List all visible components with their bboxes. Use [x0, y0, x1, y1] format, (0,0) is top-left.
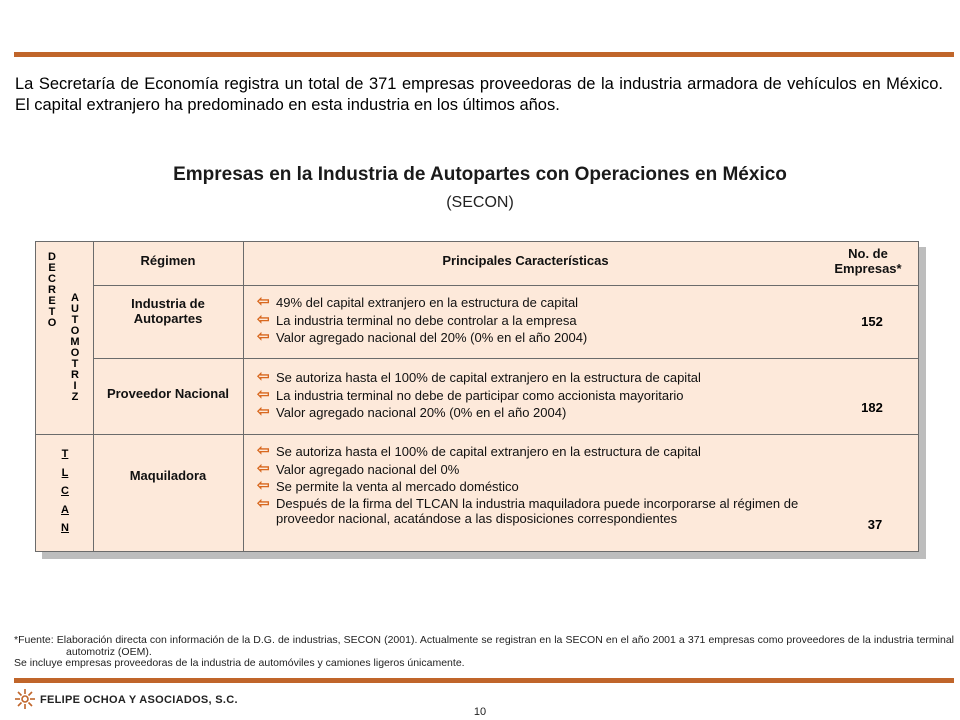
list-item	[257, 312, 802, 330]
bullet-text: Se permite la venta al mercado doméstico	[276, 479, 519, 494]
list-item	[257, 369, 802, 387]
label-letter: I	[73, 380, 77, 392]
label-letter: D	[48, 251, 56, 263]
label-letter: R	[48, 284, 56, 296]
header-empresas: No. de Empresas*	[834, 246, 902, 276]
label-letter: N	[61, 522, 69, 535]
page-number: 10	[473, 706, 487, 718]
characteristics-list	[257, 294, 802, 347]
label-letter: Z	[71, 391, 79, 403]
column-divider	[93, 241, 94, 552]
bullet-text: Después de la firma del TLCAN la industria maquiladora puede incorporarse al régimen de proveedor nacional, acatándose a las disposiciones correspondientes	[276, 495, 799, 526]
bullet-text: La industria terminal no debe controlar a la empresa	[276, 312, 577, 328]
bottom-rule	[14, 678, 954, 683]
arrow-bullet-icon: ⇦	[257, 477, 270, 494]
footnote-scope: Se incluye empresas proveedoras de la industria de automóviles y camiones ligeros únicamente.	[14, 657, 465, 669]
label-letter: E	[48, 295, 56, 307]
arrow-bullet-icon: ⇦	[257, 385, 270, 403]
label-letter: E	[48, 262, 56, 274]
regimen-cell: Proveedor Nacional	[106, 386, 230, 401]
list-item	[257, 443, 802, 461]
row-divider	[93, 358, 918, 359]
list-item	[257, 329, 802, 347]
label-letter: T	[71, 358, 79, 370]
arrow-bullet-icon: ⇦	[257, 442, 270, 459]
bullet-text: Se autoriza hasta el 100% de capital extranjero en la estructura de capital	[276, 444, 701, 459]
label-letter: R	[71, 369, 79, 381]
column-divider	[243, 241, 244, 552]
decreto-vertical-label	[45, 252, 59, 329]
table-title: Empresas en la Industria de Autopartes con Operaciones en México	[173, 164, 787, 185]
label-letter: O	[47, 317, 57, 329]
arrow-bullet-icon: ⇦	[257, 310, 270, 328]
label-letter: U	[71, 303, 79, 315]
empresas-count: 182	[861, 400, 883, 415]
label-letter: C	[61, 485, 69, 498]
automotriz-vertical-label	[68, 293, 82, 403]
list-item	[257, 478, 802, 496]
top-rule	[14, 52, 954, 57]
label-letter: L	[61, 466, 69, 479]
label-letter: O	[70, 347, 80, 359]
label-letter: A	[61, 503, 69, 516]
empresas-count: 37	[867, 517, 883, 532]
arrow-bullet-icon: ⇦	[257, 328, 270, 345]
list-item	[257, 404, 802, 422]
table-border-top	[35, 241, 919, 242]
arrow-bullet-icon: ⇦	[257, 368, 270, 385]
regimen-cell: Maquiladora	[129, 468, 207, 483]
bullet-text: Valor agregado nacional del 20% (0% en el año 2004)	[276, 330, 588, 345]
bullet-text: Valor agregado nacional del 0%	[276, 461, 460, 477]
arrow-bullet-icon: ⇦	[257, 459, 270, 477]
label-letter: M	[70, 336, 80, 348]
row-divider	[93, 285, 918, 286]
bullet-text: 49% del capital extranjero en la estructura de capital	[276, 295, 579, 310]
table-border-bottom	[35, 551, 919, 552]
characteristics-list	[257, 369, 802, 422]
arrow-bullet-icon: ⇦	[257, 403, 270, 420]
label-letter: A	[71, 292, 79, 304]
footnote	[14, 635, 954, 670]
label-letter: T	[61, 448, 69, 460]
arrow-bullet-icon: ⇦	[257, 494, 270, 512]
empresas-count: 152	[861, 314, 883, 329]
regimen-cell: Industria de Autopartes	[131, 296, 205, 326]
table-border-left	[35, 241, 36, 552]
label-letter: C	[48, 273, 56, 285]
bullet-text: Se autoriza hasta el 100% de capital extranjero en la estructura de capital	[276, 370, 701, 385]
intro-paragraph: La Secretaría de Economía registra un total de 371 empresas proveedoras de la industria armadora de vehículos en México. El capital extranjero ha predominado en esta industria en los últimos años.	[15, 75, 943, 114]
label-letter: O	[70, 325, 80, 337]
tlcan-vertical-label	[58, 445, 72, 538]
list-item	[257, 496, 802, 526]
list-item	[257, 294, 802, 312]
company-name: FELIPE OCHOA Y ASOCIADOS, S.C.	[40, 694, 238, 706]
arrow-bullet-icon: ⇦	[257, 293, 270, 310]
bullet-text: La industria terminal no debe de participar como accionista mayoritario	[276, 387, 684, 403]
row-divider	[35, 434, 918, 435]
label-letter: T	[71, 314, 79, 326]
label-letter: T	[48, 306, 56, 318]
header-regimen: Régimen	[140, 253, 196, 268]
table-subtitle: (SECON)	[446, 194, 514, 211]
footnote-source: *Fuente: Elaboración directa con información de la D.G. de industrias, SECON (2001). Actualmente se registran en la SECON en el año 2001 a 371 empresas como proveedores de la industria terminal automotriz (OEM).	[14, 634, 954, 658]
characteristics-list	[257, 443, 802, 526]
list-item	[257, 387, 802, 405]
table-border-right	[918, 241, 919, 552]
bullet-text: Valor agregado nacional 20% (0% en el año 2004)	[276, 405, 567, 420]
list-item	[257, 461, 802, 479]
header-caracteristicas: Principales Características	[442, 253, 609, 268]
